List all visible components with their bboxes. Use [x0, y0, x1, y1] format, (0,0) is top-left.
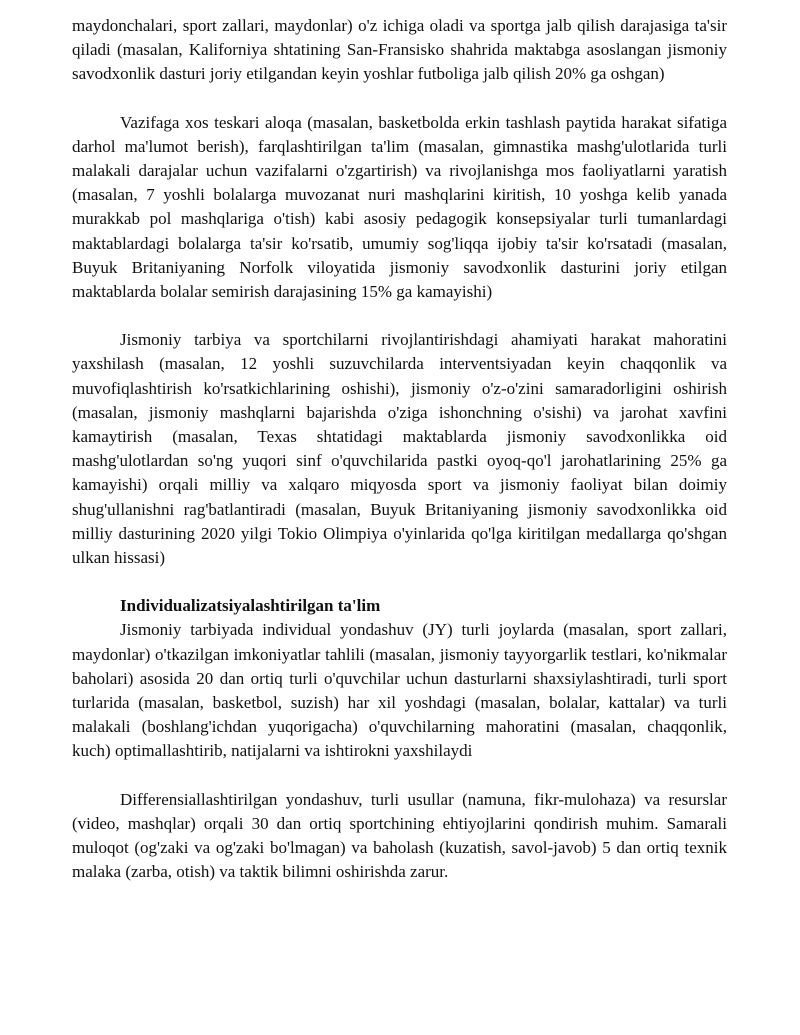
document-page [72, 14, 727, 885]
paragraph-individual-approach: Jismoniy tarbiyada individual yondashuv (JY) turli joylarda (masalan, sport zallari, maydonlar) o'tkazilgan imkoniyatlar tahlili (masalan, jismoniy tayyorgarlik testlari, ko'nikmalar baholari) asosida 20 dan ortiq turli o'quvchilar uchun dasturlarni shaxsiylashtiradi, turli sport turlarida (masalan, basketbol, suzish) har xil yoshdagi (masalan, bolalar, kattalar) va turli malakali (boshlang'ichdan yuqorigacha) o'quvchilarning mahoratini (masalan, chaqqonlik, kuch) optimallashtirib, natijalarni va ishtirokni yaxshilaydi [72, 620, 727, 761]
paragraph-differentiated-approach: Differensiallashtirilgan yondashuv, turli usullar (namuna, fikr-mulohaza) va resurslar (video, mashqlar) orqali 30 dan ortiq sportchining ehtiyojlarini qondirish muhim. Samarali muloqot (og'zaki va og'zaki bo'lmagan) va baholash (kuzatish, savol-javob) 5 dan ortiq texnik malaka (zarba, otish) va taktik bilimni oshirishda zarur. [72, 789, 727, 882]
paragraph-importance: Jismoniy tarbiya va sportchilarni rivojlantirishdagi ahamiyati harakat mahoratini yaxshilash (masalan, 12 yoshli suzuvchilarda interventsiyadan keyin chaqqonlik va muvofiqlashtirish ko'rsatkichlarining oshishi), jismoniy o'z-o'zini samaradorligini oshirish (masalan, jismoniy mashqlarni bajarishda o'ziga ishonchning o'sishi) va jarohat xavfini kamaytirish (masalan, Texas shtatidagi maktablarda jismoniy savodxonlikka oid mashg'ulotlardan so'ng yuqori sinf o'quvchilarida pastki oyoq-qo'l jarohatlarining 25% ga kamayishi) orqali milliy va xalqaro miqyosda sport va jismoniy faoliyat bilan doimiy shug'ullanishni rag'batlantiradi (masalan, Buyuk Britaniyaning jismoniy savodxonlikka oid milliy dasturining 2020 yilgi Tokio Olimpiya o'yinlarida qo'lga kiritilgan medallarga qo'shgan ulkan hissasi) [72, 330, 727, 568]
paragraph-continuation: maydonchalari, sport zallari, maydonlar) o'z ichiga oladi va sportga jalb qilish darajasiga ta'sir qiladi (masalan, Kaliforniya shtatining San-Fransisko shahrida maktabga asoslangan jismoniy savodxonlik dasturi joriy etilgandan keyin yoshlar futboliga jalb qilish 20% ga oshgan) [72, 16, 727, 84]
section-heading: Individualizatsiyalashtirilgan ta'lim [120, 596, 381, 616]
paragraph-pedagogical-concepts: Vazifaga xos teskari aloqa (masalan, basketbolda erkin tashlash paytida harakat sifatiga darhol ma'lumot berish), farqlashtirilgan ta'lim (masalan, gimnastika mashg'ulotlarida turli malakali darajalar uchun vazifalarni o'zgartirish) va rivojlanishga mos faoliyatlarni yaratish (masalan, 7 yoshli bolalarga muvozanat nuri mashqlarini kiritish, 10 yoshga kelib yanada murakkab pol mashqlariga o'tish) kabi asosiy pedagogik konsepsiyalar turli tumanlardagi maktablardagi bolalarga ta'sir ko'rsatib, umumiy sog'liqqa ijobiy ta'sir ko'rsatadi (masalan, Buyuk Britaniyaning Norfolk viloyatida jismoniy savodxonlik dasturini joriy etilgan maktablarda bolalar semirish darajasining 15% ga kamayishi) [72, 112, 727, 302]
